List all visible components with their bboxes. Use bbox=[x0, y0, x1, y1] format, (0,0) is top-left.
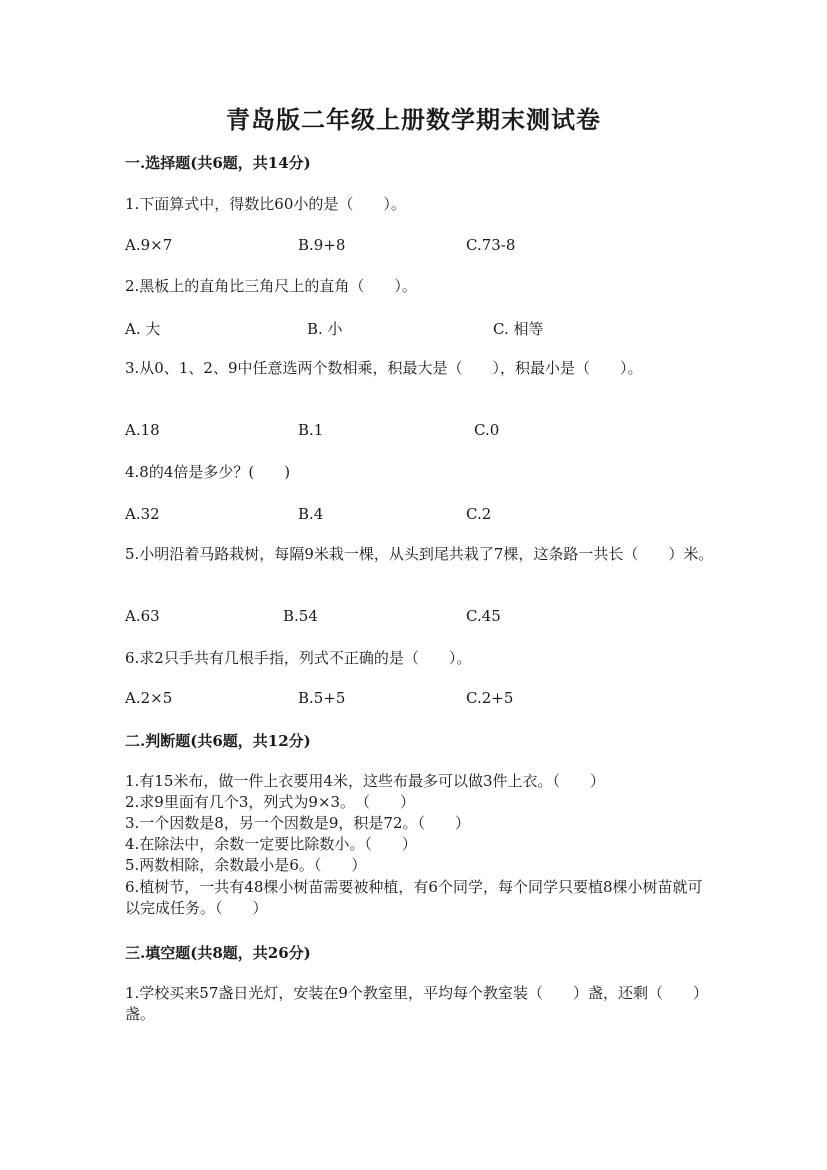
question-text: 2.黑板上的直角比三角尺上的直角（ ）。 bbox=[125, 277, 417, 295]
option-a: A. 大 bbox=[125, 320, 161, 338]
section-heading-choice: 一.选择题(共6题，共14分) bbox=[125, 154, 311, 172]
question-text: 4.8的4倍是多少？( ) bbox=[125, 463, 291, 481]
question-text: 3.从0、1、2、9中任意选两个数相乘，积最大是（ ），积最小是（ ）。 bbox=[125, 359, 643, 377]
option-b: B.5+5 bbox=[298, 689, 346, 707]
option-b: B.9+8 bbox=[298, 236, 346, 254]
option-a: A.32 bbox=[125, 505, 160, 523]
fill-item: 1.学校买来57盏日光灯，安装在9个教室里，平均每个教室装（ ）盏，还剩（ ）盏。 bbox=[125, 984, 708, 1023]
option-b: B.54 bbox=[283, 607, 318, 625]
question-text: 1.下面算式中，得数比60小的是（ ）。 bbox=[125, 195, 406, 213]
option-c: C.45 bbox=[466, 607, 501, 625]
judge-item: 2.求9里面有几个3，列式为9×3。 （ ） bbox=[125, 793, 416, 811]
judge-item: 5.两数相除，余数最小是6。（ ） bbox=[125, 856, 367, 874]
section-heading-fill: 三.填空题(共8题，共26分) bbox=[125, 944, 311, 962]
judge-item: 3.一个因数是8，另一个因数是9，积是72。（ ） bbox=[125, 814, 470, 832]
option-a: A.9×7 bbox=[125, 236, 173, 254]
section-heading-judge: 二.判断题(共6题，共12分) bbox=[125, 732, 311, 750]
option-c: C.73-8 bbox=[466, 236, 516, 254]
option-b: B.1 bbox=[298, 421, 324, 439]
option-b: B. 小 bbox=[307, 320, 343, 338]
judge-item: 4.在除法中，余数一定要比除数小。（ ） bbox=[125, 835, 417, 853]
option-c: C.2+5 bbox=[466, 689, 514, 707]
option-a: A.2×5 bbox=[125, 689, 173, 707]
judge-item: 1.有15米布，做一件上衣要用4米，这些布最多可以做3件上衣。（ ） bbox=[125, 772, 605, 790]
judge-item: 6.植树节，一共有48棵小树苗需要被种植，有6个同学，每个同学只要植8棵小树苗就可以完成任务。（ ） bbox=[125, 878, 703, 917]
question-text: 6.求2只手共有几根手指，列式不正确的是（ ）。 bbox=[125, 649, 472, 667]
option-a: A.63 bbox=[125, 607, 160, 625]
page-title: 青岛版二年级上册数学期末测试卷 bbox=[226, 105, 601, 134]
option-b: B.4 bbox=[298, 505, 324, 523]
option-c: C.0 bbox=[474, 421, 500, 439]
option-c: C. 相等 bbox=[493, 320, 544, 338]
option-a: A.18 bbox=[125, 421, 160, 439]
question-text: 5.小明沿着马路栽树，每隔9米栽一棵，从头到尾共栽了7棵，这条路一共长（ ）米。 bbox=[125, 545, 714, 563]
option-c: C.2 bbox=[466, 505, 492, 523]
